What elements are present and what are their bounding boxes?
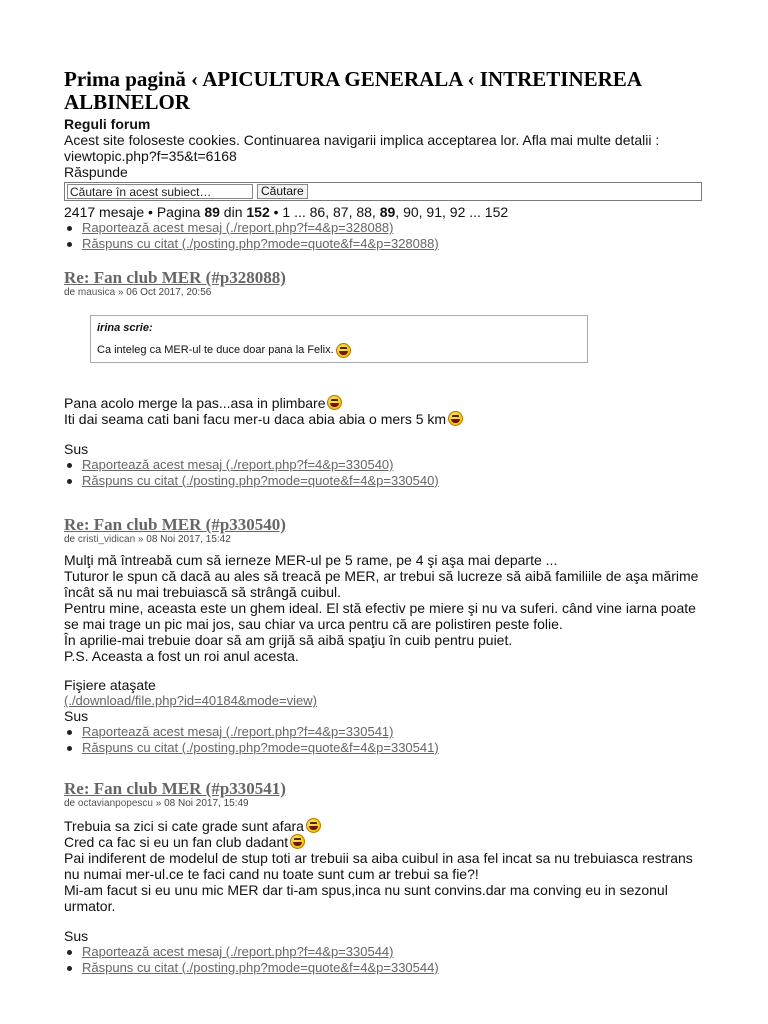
post-text-line: Pentru mine, aceasta este un ghem ideal. El stă efectiv pe miere şi nu va suferi. când vine iarna poate	[64, 600, 696, 616]
quote-reply-url[interactable]: (./posting.php?mode=quote&f=4&p=328088)	[178, 236, 439, 251]
post-line-text: Cred ca fac si eu un fan club dadant	[64, 834, 289, 850]
laughing-smiley-icon	[448, 411, 463, 426]
post-title[interactable]: Re: Fan club MER (#p330541)	[64, 779, 286, 798]
post-author-link[interactable]: mausica	[77, 287, 116, 298]
post-author-link[interactable]: cristi_vidican	[77, 534, 136, 545]
report-post-url[interactable]: (./report.php?f=4&p=330540)	[222, 457, 394, 472]
byline-prefix: de	[64, 287, 78, 298]
top-post-actions	[64, 220, 704, 252]
post-line-text: Iti dai seama cati bani facu mer-u daca abia abia o mers 5 km	[64, 411, 447, 427]
post-actions	[64, 457, 714, 489]
post-byline	[64, 798, 714, 810]
report-post-url[interactable]: (./report.php?f=4&p=330544)	[222, 944, 394, 959]
post-text-line: În aprilie-mai trebuie doar să am grijă să aibă spaţiu în cuib pentru puiet.	[64, 632, 513, 648]
post-author-link[interactable]: octavianpopescu	[77, 798, 153, 809]
post-text-line: Pai indiferent de modelul de stup toti ar trebuii sa aiba cuibul in asa fel incat sa nu trebuiasca restrans	[64, 850, 693, 866]
cookie-notice-line: Acest site foloseste cookies. Continuarea navigarii implica acceptarea lor. Afla mai multe detalii :	[64, 132, 660, 148]
post-count: 2417 mesaje • Pagina	[64, 204, 205, 220]
quote-author: irina scrie:	[97, 322, 153, 334]
post-byline	[64, 287, 714, 299]
post-text-line: Mulţi mă întreabă cum să ierneze MER-ul pe 5 rame, pe 4 şi aşa mai departe ...	[64, 552, 558, 568]
report-post-link[interactable]: Raportează acest mesaj	[82, 220, 223, 235]
back-to-top-link[interactable]: Sus	[64, 441, 89, 457]
post-date: » 06 Oct 2017, 20:56	[115, 287, 212, 298]
post-text-line: se mai trage un pic mai jos, sau chiar va urca pentru că are polistiren peste folie.	[64, 616, 563, 632]
list-item	[82, 236, 704, 252]
current-page: 89	[204, 204, 220, 220]
post-text-line	[64, 411, 714, 427]
back-to-top-link[interactable]: Sus	[64, 928, 89, 944]
forum-rules-link[interactable]: Reguli forum	[64, 116, 151, 132]
topic-search-input[interactable]	[67, 184, 253, 199]
post-p330540	[64, 515, 714, 756]
post-text-line	[64, 834, 714, 850]
byline-prefix: de	[64, 534, 78, 545]
post-line-text: Pana acolo merge la pas...asa in plimbare	[64, 395, 326, 411]
post-text-line: urmator.	[64, 898, 116, 914]
byline-prefix: de	[64, 798, 78, 809]
post-date: » 08 Noi 2017, 15:49	[152, 798, 249, 809]
laughing-smiley-icon	[336, 343, 351, 358]
attachment-link[interactable]: (./download/file.php?id=40184&mode=view)	[64, 693, 317, 708]
post-byline	[64, 534, 714, 546]
list-item	[82, 740, 714, 756]
post-p328088	[64, 268, 714, 489]
quote-reply-link[interactable]: Răspuns cu citat	[82, 960, 179, 975]
laughing-smiley-icon	[306, 818, 321, 833]
post-text-line: nu numai mer-ul.ce te faci cand nu toate sunt cum ar trebui sa fie?!	[64, 866, 479, 882]
quote-reply-url[interactable]: (./posting.php?mode=quote&f=4&p=330541)	[178, 740, 439, 755]
reply-link[interactable]: Răspunde	[64, 164, 128, 180]
quote-reply-url[interactable]: (./posting.php?mode=quote&f=4&p=330544)	[178, 960, 439, 975]
page-of: din	[219, 204, 247, 220]
list-item	[82, 960, 714, 976]
report-post-url[interactable]: (./report.php?f=4&p=330541)	[222, 724, 394, 739]
cookie-notice-url[interactable]: viewtopic.php?f=35&t=6168	[64, 148, 237, 164]
attachments-label: Fişiere ataşate	[64, 677, 156, 693]
post-text-line: P.S. Aceasta a fost un roi anul acesta.	[64, 648, 299, 664]
laughing-smiley-icon	[327, 395, 342, 410]
quote-reply-url[interactable]: (./posting.php?mode=quote&f=4&p=330540)	[178, 473, 439, 488]
topic-search-form	[64, 182, 702, 201]
quote-block	[90, 315, 588, 363]
quote-reply-link[interactable]: Răspuns cu citat	[82, 740, 179, 755]
post-text-line: Tuturor le spun că dacă au ales să treacă pe MER, ar trebui să lucreze să aibă familiile de aşa mărime	[64, 568, 699, 584]
post-date: » 08 Noi 2017, 15:42	[135, 534, 231, 545]
post-actions	[64, 944, 714, 976]
page-links-before[interactable]: • 1 ... 86, 87, 88,	[269, 204, 380, 220]
pagination-bar	[64, 204, 704, 220]
report-post-link[interactable]: Raportează acest mesaj	[82, 944, 223, 959]
list-item	[82, 724, 714, 740]
post-text-line: Mi-am facut si eu unu mic MER dar ti-am spus,inca nu sunt convins.dar ma conving eu in sezonul	[64, 882, 668, 898]
list-item	[82, 944, 714, 960]
page-title: Prima pagină ‹ APICULTURA GENERALA ‹ INTRETINEREA ALBINELOR	[64, 67, 641, 114]
post-p330541	[64, 779, 714, 976]
list-item	[82, 473, 714, 489]
quote-reply-link[interactable]: Răspuns cu citat	[82, 236, 179, 251]
post-text-line	[64, 395, 714, 411]
list-item	[82, 457, 714, 473]
post-title[interactable]: Re: Fan club MER (#p330540)	[64, 515, 286, 534]
post-text-line: încât să nu mai trebuiască să strângă cuibul.	[64, 584, 342, 600]
post-text-line	[64, 818, 714, 834]
quote-text-row	[97, 343, 581, 358]
post-line-text: Trebuia sa zici si cate grade sunt afara	[64, 818, 304, 834]
quote-text: Ca inteleg ca MER-ul te duce doar pana la Felix.	[97, 344, 334, 356]
page-link-current: 89	[379, 204, 396, 220]
page-links-after[interactable]: , 90, 91, 92 ... 152	[395, 204, 509, 220]
report-post-url[interactable]: (./report.php?f=4&p=328088)	[222, 220, 394, 235]
quote-reply-link[interactable]: Răspuns cu citat	[82, 473, 179, 488]
post-title[interactable]: Re: Fan club MER (#p328088)	[64, 268, 286, 287]
report-post-link[interactable]: Raportează acest mesaj	[82, 724, 223, 739]
list-item	[82, 220, 704, 236]
report-post-link[interactable]: Raportează acest mesaj	[82, 457, 223, 472]
back-to-top-link[interactable]: Sus	[64, 708, 89, 724]
topic-search-button[interactable]: Căutare	[257, 184, 308, 199]
post-actions	[64, 724, 714, 756]
page	[0, 0, 768, 252]
laughing-smiley-icon	[290, 834, 305, 849]
total-pages: 152	[246, 204, 270, 220]
